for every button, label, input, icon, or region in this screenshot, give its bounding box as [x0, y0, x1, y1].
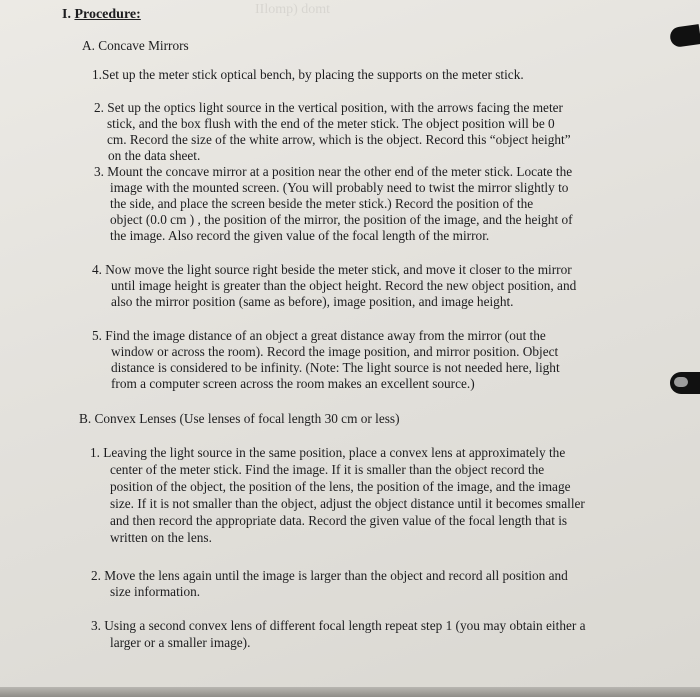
desk-edge [0, 687, 700, 697]
b-step-1-line: written on the lens. [110, 530, 212, 545]
binder-clip-icon [669, 24, 700, 48]
a-step-5-line: 5. Find the image distance of an object a great distance away from the mirror (out the [92, 328, 546, 343]
b-step-2-line: size information. [110, 584, 201, 599]
section-a-title: A. Concave Mirrors [82, 38, 189, 53]
a-step-3-line: the side, and place the screen beside the meter stick.) Record the position of the [110, 196, 534, 211]
a-step-4-line: until image height is greater than the object height. Record the new object position, and [111, 278, 577, 293]
a-step-3-line: image with the mounted screen. (You will probably need to twist the mirror slightly to [110, 180, 569, 195]
b-step-1-line: position of the object, the position of the lens, the position of the image, and the image [110, 479, 571, 494]
heading-title: Procedure: [74, 7, 141, 22]
b-step-1-line: center of the meter stick. Find the image. If it is smaller than the object record the [110, 462, 545, 477]
b-step-1-line: and then record the appropriate data. Record the given value of the focal length that is [110, 513, 568, 528]
a-step-3-line: 3. Mount the concave mirror at a position near the other end of the meter stick. Locate the [94, 164, 573, 179]
section-b-title: B. Convex Lenses (Use lenses of focal length 30 cm or less) [79, 411, 400, 426]
a-step-2-line: cm. Record the size of the white arrow, which is the object. Record this “object height” [107, 132, 571, 147]
b-step-1-line: 1. Leaving the light source in the same position, place a convex lens at approximately the [90, 445, 566, 460]
a-step-2-line: 2. Set up the optics light source in the vertical position, with the arrows facing the meter [94, 100, 563, 115]
a-step-5-line: from a computer screen across the room makes an excellent source.) [111, 376, 475, 391]
b-step-2-line: 2. Move the lens again until the image is larger than the object and record all position and [91, 568, 568, 583]
a-step-1: 1.Set up the meter stick optical bench, by placing the supports on the meter stick. [92, 67, 524, 82]
b-step-3-line: 3. Using a second convex lens of different focal length repeat step 1 (you may obtain either a [91, 618, 586, 633]
binder-ring-icon [670, 372, 700, 394]
b-step-1-line: size. If it is not smaller than the object, adjust the object distance until it becomes smaller [110, 496, 585, 511]
b-step-3-line: larger or a smaller image). [110, 635, 251, 650]
a-step-3-line: object (0.0 cm ) , the position of the mirror, the position of the image, and the height of [110, 212, 573, 227]
a-step-4-line: also the mirror position (same as before), image position, and image height. [111, 294, 514, 309]
heading-numeral: I. [62, 7, 71, 22]
a-step-5-line: distance is considered to be infinity. (Note: The light source is not needed here, light [111, 360, 560, 375]
a-step-2-line: stick, and the box flush with the end of the meter stick. The object position will be 0 [107, 116, 555, 131]
a-step-3-line: the image. Also record the given value of the focal length of the mirror. [110, 228, 490, 243]
a-step-4-line: 4. Now move the light source right beside the meter stick, and move it closer to the mirror [92, 262, 572, 277]
procedure-heading [62, 6, 141, 23]
a-step-5-line: window or across the room). Record the image position, and mirror position. Object [111, 344, 559, 359]
bleed-through-text: IIlomp) domt [255, 2, 331, 17]
a-step-2-line: on the data sheet. [108, 148, 201, 163]
